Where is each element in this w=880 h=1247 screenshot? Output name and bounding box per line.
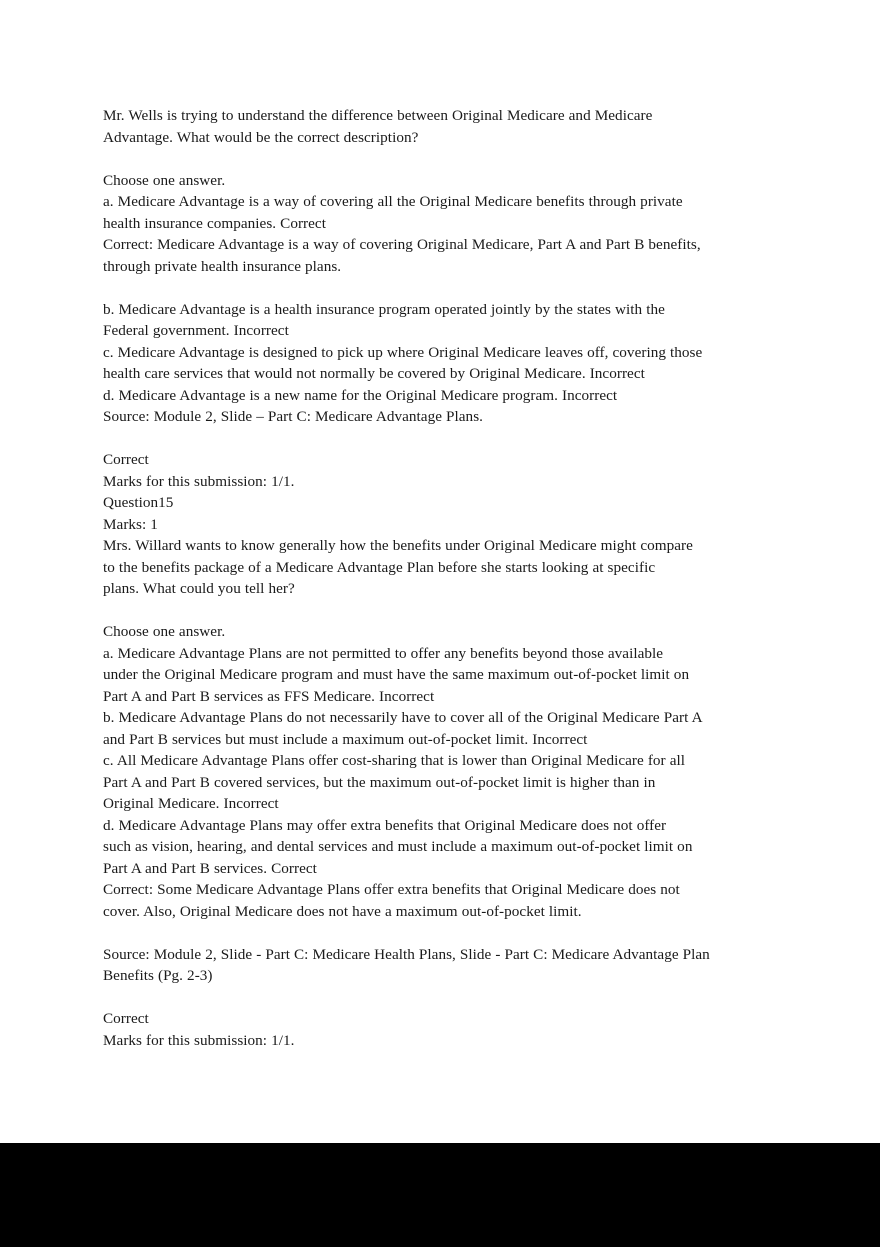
- answer-option-a-cont2: Part A and Part B services as FFS Medicare. Incorrect: [103, 687, 435, 705]
- paragraph-spacer: [103, 600, 785, 622]
- result-status-q14: Correct: [103, 451, 149, 468]
- paragraph-spacer: [103, 277, 785, 299]
- answer-option-a: a. Medicare Advantage is a way of covering all the Original Medicare benefits through private: [103, 193, 683, 210]
- answer-option-a-cont: health insurance companies. Correct: [103, 214, 326, 232]
- marks-submission-q15: Marks for this submission: 1/1.: [103, 1031, 295, 1049]
- answer-option-b-cont: and Part B services but must include a maximum out-of-pocket limit. Incorrect: [103, 730, 588, 748]
- answer-option-d-cont2: Part A and Part B services. Correct: [103, 859, 317, 877]
- source-reference-q14: Source: Module 2, Slide – Part C: Medicare Advantage Plans.: [103, 408, 483, 425]
- page-bottom-black-bar: [0, 1143, 880, 1247]
- question-stem-q15-cont2: plans. What could you tell her?: [103, 580, 295, 597]
- question-number-q15: Question15: [103, 494, 174, 511]
- answer-option-b-cont: Federal government. Incorrect: [103, 322, 289, 339]
- document-text-body: [103, 105, 785, 1051]
- answer-options-q14-part1: [103, 170, 785, 278]
- feedback-correct-cont: through private health insurance plans.: [103, 257, 342, 275]
- answer-options-q15: [103, 621, 785, 922]
- answer-option-d: d. Medicare Advantage Plans may offer extra benefits that Original Medicare does not offer: [103, 816, 667, 834]
- answer-option-a-cont: under the Original Medicare program and must have the same maximum out-of-pocket limit on: [103, 666, 690, 683]
- feedback-correct-cont: cover. Also, Original Medicare does not have a maximum out-of-pocket limit.: [103, 902, 582, 920]
- choose-one-answer-label: Choose one answer.: [103, 623, 226, 640]
- answer-option-c-cont: Part A and Part B covered services, but the maximum out-of-pocket limit is higher than in: [103, 773, 656, 791]
- source-line-cont: Benefits (Pg. 2-3): [103, 967, 213, 984]
- answer-option-d: d. Medicare Advantage is a new name for the Original Medicare program. Incorrect: [103, 386, 618, 404]
- choose-one-answer-label: Choose one answer.: [103, 171, 226, 189]
- marks-value-q15: Marks: 1: [103, 515, 158, 533]
- result-and-question-q15: [103, 449, 785, 600]
- answer-options-q14-part2: [103, 299, 785, 428]
- result-q15: [103, 1008, 785, 1051]
- question-stem-q14: [103, 105, 785, 148]
- answer-option-c: c. All Medicare Advantage Plans offer cost-sharing that is lower than Original Medicare for all: [103, 752, 685, 769]
- question-stem-q15-cont: to the benefits package of a Medicare Advantage Plan before she starts looking at specific: [103, 558, 656, 576]
- paragraph-spacer: [103, 428, 785, 450]
- answer-option-c-cont: health care services that would not normally be covered by Original Medicare. Incorrect: [103, 365, 645, 382]
- marks-submission-q14: Marks for this submission: 1/1.: [103, 472, 295, 490]
- answer-option-d-cont: such as vision, hearing, and dental services and must include a maximum out-of-pocket limit on: [103, 838, 693, 855]
- feedback-correct: Correct: Medicare Advantage is a way of covering Original Medicare, Part A and Part B benefits,: [103, 236, 701, 253]
- answer-option-a: a. Medicare Advantage Plans are not permitted to offer any benefits beyond those available: [103, 644, 664, 662]
- answer-option-b: b. Medicare Advantage is a health insurance program operated jointly by the states with the: [103, 300, 665, 318]
- paragraph-spacer: [103, 922, 785, 944]
- question-stem-q15: Mrs. Willard wants to know generally how the benefits under Original Medicare might compare: [103, 537, 693, 554]
- answer-option-c-cont2: Original Medicare. Incorrect: [103, 795, 279, 812]
- paragraph-spacer: [103, 148, 785, 170]
- text-line: Mr. Wells is trying to understand the difference between Original Medicare and Medicare: [103, 107, 653, 124]
- answer-option-b: b. Medicare Advantage Plans do not necessarily have to cover all of the Original Medicare Part A: [103, 709, 703, 726]
- source-line: Source: Module 2, Slide - Part C: Medicare Health Plans, Slide - Part C: Medicare Advantage Plan: [103, 945, 710, 963]
- answer-option-c: c. Medicare Advantage is designed to pick up where Original Medicare leaves off, covering those: [103, 343, 703, 361]
- text-line: Advantage. What would be the correct description?: [103, 128, 419, 146]
- source-reference-q15: [103, 944, 785, 987]
- feedback-correct: Correct: Some Medicare Advantage Plans offer extra benefits that Original Medicare does not: [103, 881, 680, 898]
- paragraph-spacer: [103, 987, 785, 1009]
- result-status-q15: Correct: [103, 1010, 149, 1027]
